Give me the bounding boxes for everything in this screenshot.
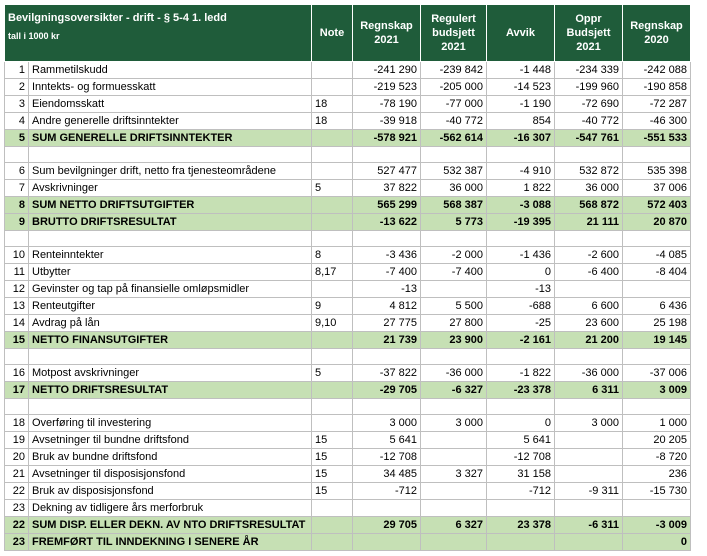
avvik-value: -4 910 [487,163,555,180]
row-number: 1 [5,62,29,79]
regnskap-2020-value: -4 085 [623,247,691,264]
regnskap-2021-value: -578 921 [353,130,421,147]
regnskap-2021-value: -3 436 [353,247,421,264]
table-row [5,163,691,180]
row-number: 19 [5,432,29,449]
budget-table [4,4,691,551]
oppr-budsjett-2021-value: -234 339 [555,62,623,79]
oppr-budsjett-2021-value: 21 111 [555,214,623,231]
regnskap-2021-value: 3 000 [353,415,421,432]
header-row [5,5,691,62]
avvik-value: 0 [487,264,555,281]
table-row [5,500,691,517]
row-note: 15 [312,432,353,449]
row-label: Inntekts- og formuesskatt [29,79,312,96]
row-number: 23 [5,534,29,551]
row-number: 13 [5,298,29,315]
col-header-regnskap-2021: Regnskap 2021 [353,5,421,62]
row-note: 18 [312,113,353,130]
row-number: 3 [5,96,29,113]
avvik-value [487,534,555,551]
row-label: SUM NETTO DRIFTSUTGIFTER [29,197,312,214]
sum-row [5,382,691,399]
sum-row [5,332,691,349]
row-number: 22 [5,517,29,534]
empty-cell [312,399,353,415]
oppr-budsjett-2021-value: -40 772 [555,113,623,130]
row-note: 9,10 [312,315,353,332]
blank-row [5,231,691,247]
table-row [5,281,691,298]
empty-cell [353,399,421,415]
empty-cell [421,399,487,415]
regnskap-2020-value: -242 088 [623,62,691,79]
avvik-value: -1 822 [487,365,555,382]
row-number: 5 [5,130,29,147]
row-number: 23 [5,500,29,517]
row-note [312,163,353,180]
table-row [5,79,691,96]
regulert-budsjett-2021-value: -40 772 [421,113,487,130]
table-body [5,62,691,551]
row-note [312,197,353,214]
empty-cell [353,231,421,247]
empty-cell [5,399,29,415]
regulert-budsjett-2021-value [421,281,487,298]
regnskap-2020-value: -190 858 [623,79,691,96]
empty-cell [312,349,353,365]
row-label: Gevinster og tap på finansielle omløpsmidler [29,281,312,298]
regulert-budsjett-2021-value: 3 000 [421,415,487,432]
regulert-budsjett-2021-value [421,534,487,551]
regulert-budsjett-2021-value: -6 327 [421,382,487,399]
row-label: NETTO DRIFTSRESULTAT [29,382,312,399]
regnskap-2021-value: -13 [353,281,421,298]
row-number: 21 [5,466,29,483]
avvik-value: 0 [487,415,555,432]
sum-row [5,197,691,214]
regnskap-2020-value: -72 287 [623,96,691,113]
oppr-budsjett-2021-value: 568 872 [555,197,623,214]
row-label: Avskrivninger [29,180,312,197]
row-number: 4 [5,113,29,130]
row-label: Motpost avskrivninger [29,365,312,382]
row-label: Renteutgifter [29,298,312,315]
regnskap-2020-value: 20 870 [623,214,691,231]
empty-cell [487,399,555,415]
empty-cell [555,231,623,247]
regnskap-2020-value: 535 398 [623,163,691,180]
avvik-value: -3 088 [487,197,555,214]
row-label: Overføring til investering [29,415,312,432]
row-note [312,79,353,96]
row-label: BRUTTO DRIFTSRESULTAT [29,214,312,231]
avvik-value: -2 161 [487,332,555,349]
empty-cell [487,231,555,247]
regnskap-2021-value: 29 705 [353,517,421,534]
avvik-value: -1 436 [487,247,555,264]
regnskap-2020-value [623,281,691,298]
row-label: Renteinntekter [29,247,312,264]
regnskap-2020-value: -15 730 [623,483,691,500]
table-title-cell [5,5,312,62]
oppr-budsjett-2021-value: -547 761 [555,130,623,147]
col-header-avvik: Avvik [487,5,555,62]
regulert-budsjett-2021-value: -36 000 [421,365,487,382]
avvik-value: -712 [487,483,555,500]
oppr-budsjett-2021-value: -6 400 [555,264,623,281]
oppr-budsjett-2021-value: 23 600 [555,315,623,332]
row-number: 11 [5,264,29,281]
regulert-budsjett-2021-value [421,449,487,466]
regnskap-2020-value: 19 145 [623,332,691,349]
empty-cell [353,349,421,365]
oppr-budsjett-2021-value [555,449,623,466]
table-row [5,180,691,197]
oppr-budsjett-2021-value [555,500,623,517]
oppr-budsjett-2021-value: -199 960 [555,79,623,96]
regnskap-2020-value: 25 198 [623,315,691,332]
avvik-value: 31 158 [487,466,555,483]
row-label: Avsetninger til bundne driftsfond [29,432,312,449]
row-note [312,281,353,298]
regulert-budsjett-2021-value: 532 387 [421,163,487,180]
row-note [312,214,353,231]
regnskap-2021-value: -78 190 [353,96,421,113]
regulert-budsjett-2021-value: 36 000 [421,180,487,197]
row-number: 20 [5,449,29,466]
avvik-value: -1 448 [487,62,555,79]
oppr-budsjett-2021-value: 532 872 [555,163,623,180]
blank-row [5,349,691,365]
oppr-budsjett-2021-value: -36 000 [555,365,623,382]
regulert-budsjett-2021-value [421,483,487,500]
empty-cell [312,147,353,163]
table-title: Bevilgningsoversikter - drift - § 5-4 1. ledd [8,12,227,24]
regnskap-2021-value: -712 [353,483,421,500]
table-row [5,62,691,79]
regnskap-2021-value: -241 290 [353,62,421,79]
regnskap-2021-value: 527 477 [353,163,421,180]
regnskap-2020-value: 6 436 [623,298,691,315]
sum-row [5,214,691,231]
avvik-value: 1 822 [487,180,555,197]
sum-row [5,534,691,551]
row-note [312,500,353,517]
regnskap-2021-value: 4 812 [353,298,421,315]
row-note [312,534,353,551]
regulert-budsjett-2021-value [421,432,487,449]
avvik-value: 23 378 [487,517,555,534]
avvik-value: 5 641 [487,432,555,449]
empty-cell [29,231,312,247]
row-label: Avsetninger til disposisjonsfond [29,466,312,483]
sum-row [5,130,691,147]
empty-cell [29,399,312,415]
table-row [5,247,691,264]
oppr-budsjett-2021-value: 3 000 [555,415,623,432]
regnskap-2020-value [623,500,691,517]
empty-cell [421,349,487,365]
regnskap-2021-value [353,500,421,517]
row-label: Sum bevilgninger drift, netto fra tjenesteområdene [29,163,312,180]
regnskap-2020-value: 20 205 [623,432,691,449]
regnskap-2020-value: -8 720 [623,449,691,466]
row-number: 9 [5,214,29,231]
row-note [312,62,353,79]
oppr-budsjett-2021-value: -2 600 [555,247,623,264]
empty-cell [623,349,691,365]
row-label: Rammetilskudd [29,62,312,79]
table-row [5,96,691,113]
oppr-budsjett-2021-value [555,466,623,483]
row-label: Bruk av bundne driftsfond [29,449,312,466]
table-subtitle: tall i 1000 kr [8,31,60,41]
avvik-value [487,500,555,517]
regnskap-2021-value: -219 523 [353,79,421,96]
row-number: 8 [5,197,29,214]
row-number: 2 [5,79,29,96]
table-row [5,483,691,500]
empty-cell [555,399,623,415]
table-row [5,449,691,466]
row-label: Eiendomsskatt [29,96,312,113]
row-note: 18 [312,96,353,113]
regulert-budsjett-2021-value: 27 800 [421,315,487,332]
regnskap-2020-value: -46 300 [623,113,691,130]
oppr-budsjett-2021-value [555,432,623,449]
row-label: Dekning av tidligere års merforbruk [29,500,312,517]
regulert-budsjett-2021-value: 568 387 [421,197,487,214]
empty-cell [555,349,623,365]
avvik-value: -12 708 [487,449,555,466]
table-row [5,365,691,382]
empty-cell [353,147,421,163]
blank-row [5,147,691,163]
regulert-budsjett-2021-value: -77 000 [421,96,487,113]
regnskap-2021-value: -39 918 [353,113,421,130]
regnskap-2021-value: -37 822 [353,365,421,382]
row-number: 22 [5,483,29,500]
oppr-budsjett-2021-value [555,534,623,551]
regulert-budsjett-2021-value: 5 500 [421,298,487,315]
row-note: 8 [312,247,353,264]
regulert-budsjett-2021-value [421,500,487,517]
empty-cell [555,147,623,163]
row-number: 7 [5,180,29,197]
row-label: NETTO FINANSUTGIFTER [29,332,312,349]
regnskap-2021-value: -7 400 [353,264,421,281]
regnskap-2020-value: 37 006 [623,180,691,197]
col-header-regulert-budsjett-2021: Regulert budsjett 2021 [421,5,487,62]
regnskap-2020-value: -37 006 [623,365,691,382]
empty-cell [487,349,555,365]
oppr-budsjett-2021-value: 6 600 [555,298,623,315]
note-header: Note [312,5,353,62]
row-note: 5 [312,180,353,197]
oppr-budsjett-2021-value: 21 200 [555,332,623,349]
regnskap-2021-value: 34 485 [353,466,421,483]
regnskap-2021-value: -29 705 [353,382,421,399]
row-note [312,415,353,432]
blank-row [5,399,691,415]
table-row [5,466,691,483]
empty-cell [29,147,312,163]
table-row [5,113,691,130]
empty-cell [487,147,555,163]
row-note [312,130,353,147]
oppr-budsjett-2021-value: 36 000 [555,180,623,197]
regulert-budsjett-2021-value: 3 327 [421,466,487,483]
empty-cell [623,399,691,415]
empty-cell [623,147,691,163]
avvik-value: -16 307 [487,130,555,147]
regnskap-2020-value: 0 [623,534,691,551]
regnskap-2021-value: 565 299 [353,197,421,214]
avvik-value: -13 [487,281,555,298]
col-header-regnskap-2020: Regnskap 2020 [623,5,691,62]
regnskap-2020-value: 236 [623,466,691,483]
row-number: 14 [5,315,29,332]
table-row [5,298,691,315]
regnskap-2020-value: -551 533 [623,130,691,147]
row-label: Andre generelle driftsinntekter [29,113,312,130]
row-note: 15 [312,466,353,483]
regulert-budsjett-2021-value: -239 842 [421,62,487,79]
row-note: 9 [312,298,353,315]
regulert-budsjett-2021-value: 6 327 [421,517,487,534]
regnskap-2020-value: 3 009 [623,382,691,399]
oppr-budsjett-2021-value: -9 311 [555,483,623,500]
empty-cell [5,147,29,163]
regnskap-2020-value: 572 403 [623,197,691,214]
empty-cell [5,349,29,365]
regnskap-2021-value: 27 775 [353,315,421,332]
table-row [5,432,691,449]
regulert-budsjett-2021-value: -2 000 [421,247,487,264]
row-number: 10 [5,247,29,264]
row-number: 17 [5,382,29,399]
regnskap-2020-value: -8 404 [623,264,691,281]
regnskap-2021-value: 5 641 [353,432,421,449]
regulert-budsjett-2021-value: -562 614 [421,130,487,147]
row-number: 15 [5,332,29,349]
row-note [312,517,353,534]
avvik-value: -25 [487,315,555,332]
avvik-value: -688 [487,298,555,315]
table-row [5,415,691,432]
regnskap-2021-value: -13 622 [353,214,421,231]
empty-cell [623,231,691,247]
row-label: FREMFØRT TIL INNDEKNING I SENERE ÅR [29,534,312,551]
row-note: 15 [312,449,353,466]
row-label: Avdrag på lån [29,315,312,332]
row-note: 8,17 [312,264,353,281]
row-label: Bruk av disposisjonsfond [29,483,312,500]
row-note: 5 [312,365,353,382]
row-label: Utbytter [29,264,312,281]
row-number: 16 [5,365,29,382]
row-number: 18 [5,415,29,432]
oppr-budsjett-2021-value: 6 311 [555,382,623,399]
regnskap-2021-value: -12 708 [353,449,421,466]
avvik-value: 854 [487,113,555,130]
row-note [312,382,353,399]
row-note: 15 [312,483,353,500]
avvik-value: -1 190 [487,96,555,113]
regnskap-2020-value: 1 000 [623,415,691,432]
col-header-oppr-budsjett-2021: Oppr Budsjett 2021 [555,5,623,62]
regulert-budsjett-2021-value: -7 400 [421,264,487,281]
empty-cell [312,231,353,247]
empty-cell [421,147,487,163]
oppr-budsjett-2021-value [555,281,623,298]
regulert-budsjett-2021-value: -205 000 [421,79,487,96]
regnskap-2020-value: -3 009 [623,517,691,534]
avvik-value: -23 378 [487,382,555,399]
row-note [312,332,353,349]
avvik-value: -14 523 [487,79,555,96]
regnskap-2021-value [353,534,421,551]
empty-cell [421,231,487,247]
table-row [5,315,691,332]
row-label: SUM GENERELLE DRIFTSINNTEKTER [29,130,312,147]
budget-table-container [4,4,691,551]
table-row [5,264,691,281]
sum-row [5,517,691,534]
regulert-budsjett-2021-value: 5 773 [421,214,487,231]
row-label: SUM DISP. ELLER DEKN. AV NTO DRIFTSRESULTAT [29,517,312,534]
regnskap-2021-value: 21 739 [353,332,421,349]
oppr-budsjett-2021-value: -72 690 [555,96,623,113]
regulert-budsjett-2021-value: 23 900 [421,332,487,349]
empty-cell [5,231,29,247]
empty-cell [29,349,312,365]
row-number: 6 [5,163,29,180]
row-number: 12 [5,281,29,298]
avvik-value: -19 395 [487,214,555,231]
oppr-budsjett-2021-value: -6 311 [555,517,623,534]
regnskap-2021-value: 37 822 [353,180,421,197]
